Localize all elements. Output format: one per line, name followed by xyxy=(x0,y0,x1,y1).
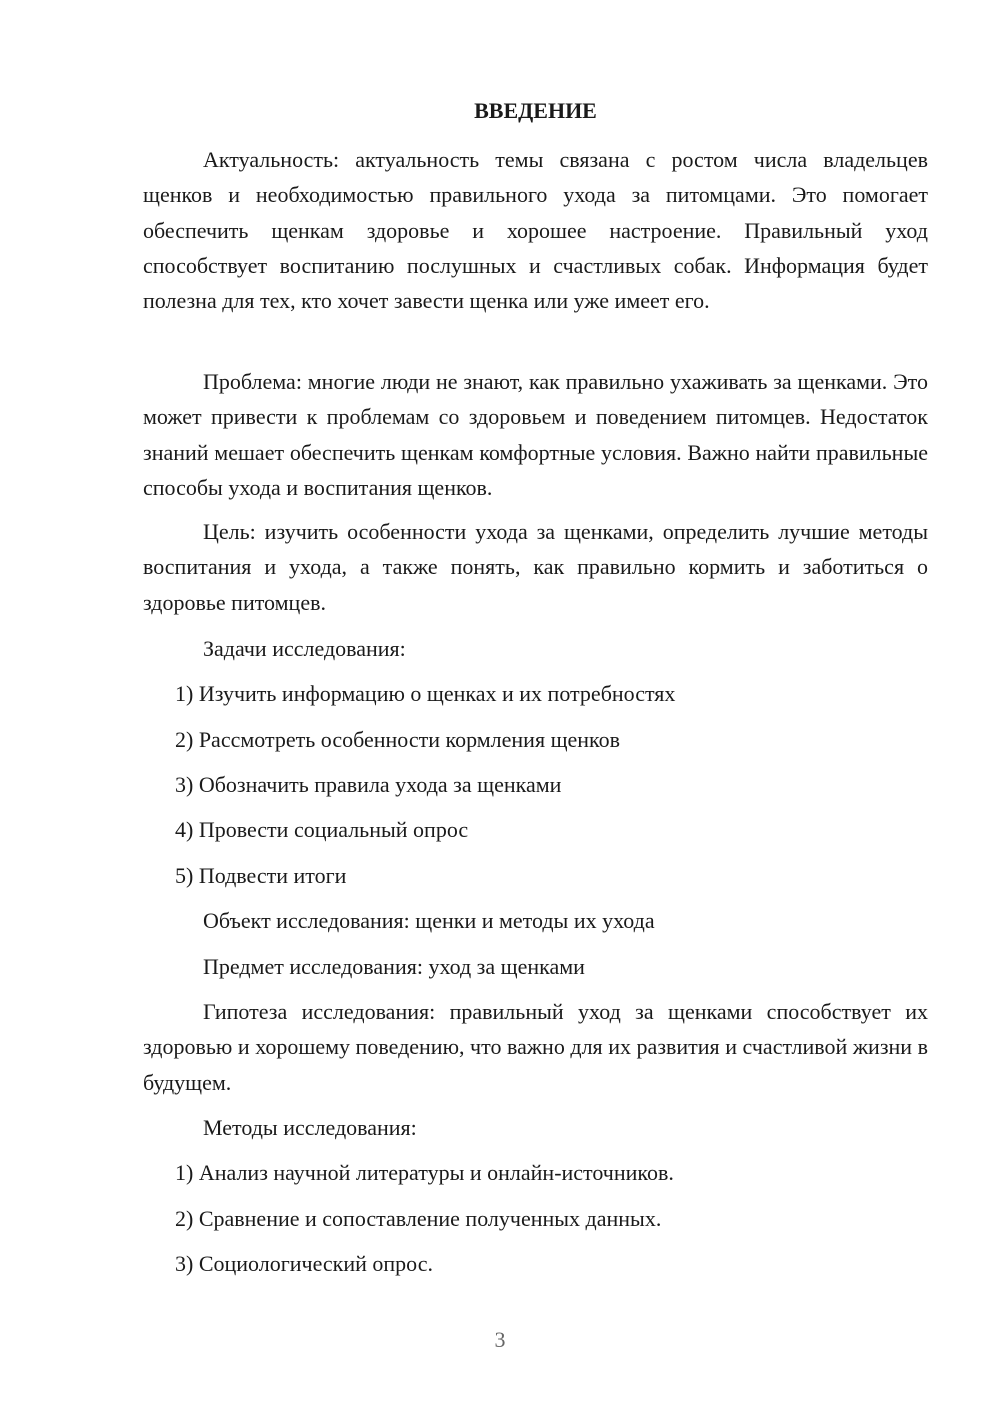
method-item-2: 2) Сравнение и сопоставление полученных данных. xyxy=(175,1206,662,1231)
paragraph-hypothesis: Гипотеза исследования: правильный уход за щенками способствует их здоровью и хорошему поведению, что важно для их развития и счастливой жизни в будущем. xyxy=(143,999,928,1095)
page-number: 3 xyxy=(494,1327,506,1352)
task-item-3: 3) Обозначить правила ухода за щенками xyxy=(175,772,562,797)
method-item-1: 1) Анализ научной литературы и онлайн-источников. xyxy=(175,1160,674,1185)
page-title: ВВЕДЕНИЕ xyxy=(474,98,597,123)
paragraph-problem: Проблема: многие люди не знают, как правильно ухаживать за щенками. Это может привести к проблемам со здоровьем и поведением питомцев. Недостаток знаний мешает обеспечить щенкам комфортные условия. Важно найти правильные способы ухода и воспитания щенков. xyxy=(143,369,928,500)
method-item-3: 3) Социологический опрос. xyxy=(175,1251,433,1276)
paragraph-goal: Цель: изучить особенности ухода за щенками, определить лучшие методы воспитания и ухода, а также понять, как правильно кормить и заботиться о здоровье питомцев. xyxy=(143,519,928,615)
tasks-heading: Задачи исследования: xyxy=(203,636,406,661)
research-subject: Предмет исследования: уход за щенками xyxy=(203,954,585,979)
task-item-1: 1) Изучить информацию о щенках и их потребностях xyxy=(175,681,676,706)
research-object: Объект исследования: щенки и методы их ухода xyxy=(203,908,655,933)
task-item-5: 5) Подвести итоги xyxy=(175,863,347,888)
paragraph-relevance: Актуальность: актуальность темы связана с ростом числа владельцев щенков и необходимостью правильного ухода за питомцами. Это помогает обеспечить щенкам здоровье и хорошее настроение. Правильный уход способствует воспитанию послушных и счастливых собак. Информация будет полезна для тех, кто хочет завести щенка или уже имеет его. xyxy=(143,147,928,314)
task-item-2: 2) Рассмотреть особенности кормления щенков xyxy=(175,727,621,752)
task-item-4: 4) Провести социальный опрос xyxy=(175,817,469,842)
methods-heading: Методы исследования: xyxy=(203,1115,417,1140)
